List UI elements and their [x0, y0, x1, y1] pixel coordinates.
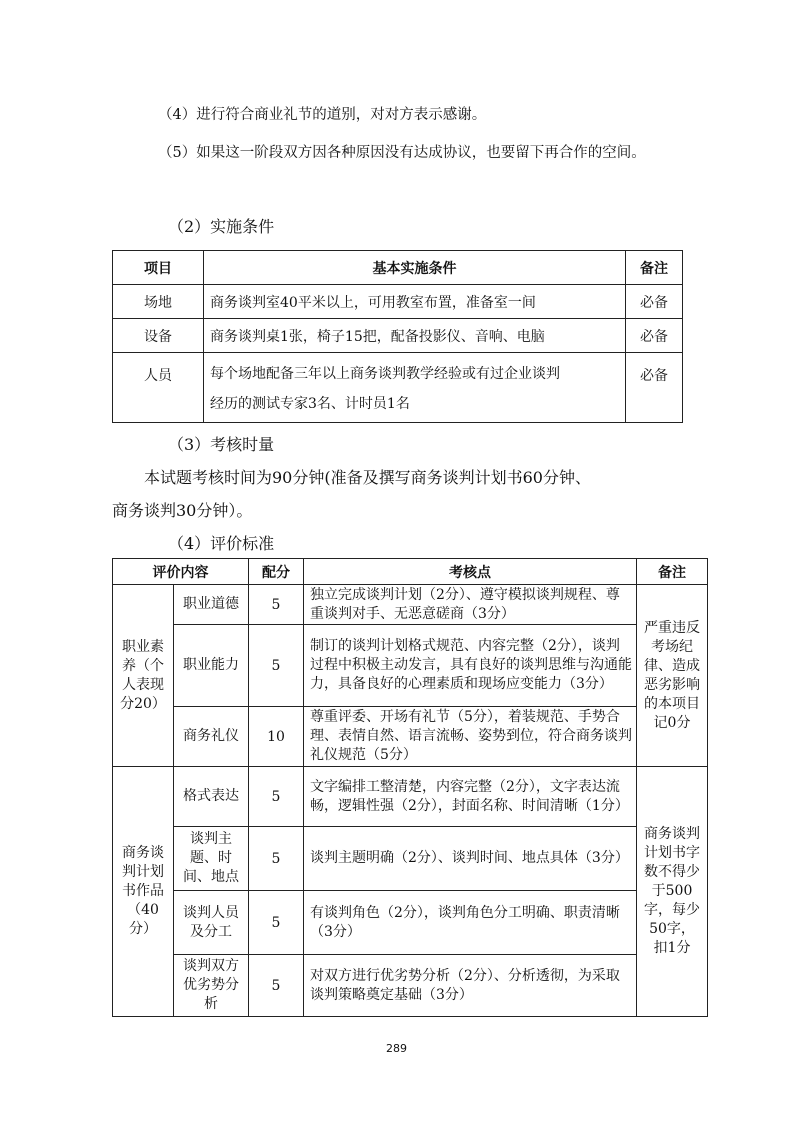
duration-heading: （3）考核时量	[168, 435, 275, 454]
col-header-note: 备注	[626, 251, 683, 285]
score-cell: 5	[249, 827, 304, 891]
note-cell: 必备	[626, 285, 683, 319]
table-row	[113, 827, 708, 891]
sub-item-cell: 职业道德	[174, 585, 249, 625]
item-cell: 人员	[113, 353, 204, 423]
col-header-condition: 基本实施条件	[204, 251, 626, 285]
table-row	[113, 353, 683, 423]
score-cell: 5	[249, 585, 304, 625]
col-header-point: 考核点	[304, 559, 637, 585]
col-header-item: 项目	[113, 251, 204, 285]
point-cell: 有谈判角色（2分），谈判角色分工明确、职责清晰（3分）	[304, 891, 637, 955]
score-cell: 5	[249, 625, 304, 707]
score-cell: 5	[249, 891, 304, 955]
duration-line-2: 商务谈判30分钟）。	[112, 501, 253, 520]
group-title-plan: 商务谈判计划书作品（40分）	[113, 767, 174, 1017]
condition-cell: 商务谈判室40平米以上，可用教室布置，准备室一间	[204, 285, 626, 319]
sub-item-cell: 格式表达	[174, 767, 249, 827]
point-cell: 独立完成谈判计划（2分）、遵守模拟谈判规程、尊重谈判对手、无恶意磋商（3分）	[304, 585, 637, 625]
sub-item-cell: 谈判主题、时间、地点	[174, 827, 249, 891]
group-title-professional: 职业素养（个人表现分20）	[113, 585, 174, 767]
condition-cell	[204, 353, 626, 423]
table-row	[113, 319, 683, 353]
condition-line-1: 每个场地配备三年以上商务谈判教学经验或有过企业谈判	[210, 366, 560, 382]
table-row	[113, 891, 708, 955]
point-cell: 文字编排工整清楚，内容完整（2分），文字表达流畅，逻辑性强（2分），封面名称、时间清晰（1分）	[304, 767, 637, 827]
table-row	[113, 285, 683, 319]
note-cell: 必备	[626, 319, 683, 353]
sub-item-cell: 职业能力	[174, 625, 249, 707]
duration-line-1: 本试题考核时间为90分钟(准备及撰写商务谈判计划书60分钟、	[144, 468, 591, 487]
conditions-heading: （2）实施条件	[168, 217, 275, 236]
point-cell: 尊重评委、开场有礼节（5分），着装规范、手势合理、表情自然、语言流畅、姿势到位，符合商务谈判礼仪规范（5分）	[304, 707, 637, 767]
score-cell: 10	[249, 707, 304, 767]
intro-line-4: （4）进行符合商业礼节的道别，对对方表示感谢。	[158, 107, 487, 123]
condition-cell: 商务谈判桌1张，椅子15把，配备投影仪、音响、电脑	[204, 319, 626, 353]
group-note-professional: 严重违反考场纪律、造成恶劣影响的本项目记0分	[637, 585, 708, 767]
point-cell: 谈判主题明确（2分）、谈判时间、地点具体（3分）	[304, 827, 637, 891]
table-row	[113, 585, 708, 625]
point-cell: 对双方进行优劣势分析（2分）、分析透彻，为采取谈判策略奠定基础（3分）	[304, 955, 637, 1017]
point-cell: 制订的谈判计划格式规范、内容完整（2分），谈判过程中积极主动发言，具有良好的谈判思维与沟通能力，具备良好的心理素质和现场应变能力（3分）	[304, 625, 637, 707]
item-cell: 设备	[113, 319, 204, 353]
table-row	[113, 767, 708, 827]
conditions-table	[112, 250, 683, 423]
table-row	[113, 625, 708, 707]
sub-item-cell: 谈判双方优劣势分析	[174, 955, 249, 1017]
col-header-note: 备注	[637, 559, 708, 585]
table-row	[113, 955, 708, 1017]
table-row	[113, 707, 708, 767]
col-header-content: 评价内容	[113, 559, 249, 585]
sub-item-cell: 谈判人员及分工	[174, 891, 249, 955]
criteria-table	[112, 558, 708, 1017]
col-header-score: 配分	[249, 559, 304, 585]
note-cell: 必备	[626, 353, 683, 423]
group-note-plan: 商务谈判计划书字数不得少于500字，每少50字，扣1分	[637, 767, 708, 1017]
page-number: 289	[386, 1042, 407, 1055]
score-cell: 5	[249, 955, 304, 1017]
score-cell: 5	[249, 767, 304, 827]
criteria-heading: （4）评价标准	[168, 534, 275, 553]
item-cell: 场地	[113, 285, 204, 319]
condition-line-2: 经历的测试专家3名、计时员1名	[210, 396, 410, 412]
sub-item-cell: 商务礼仪	[174, 707, 249, 767]
intro-line-5: （5）如果这一阶段双方因各种原因没有达成协议，也要留下再合作的空间。	[158, 145, 646, 161]
